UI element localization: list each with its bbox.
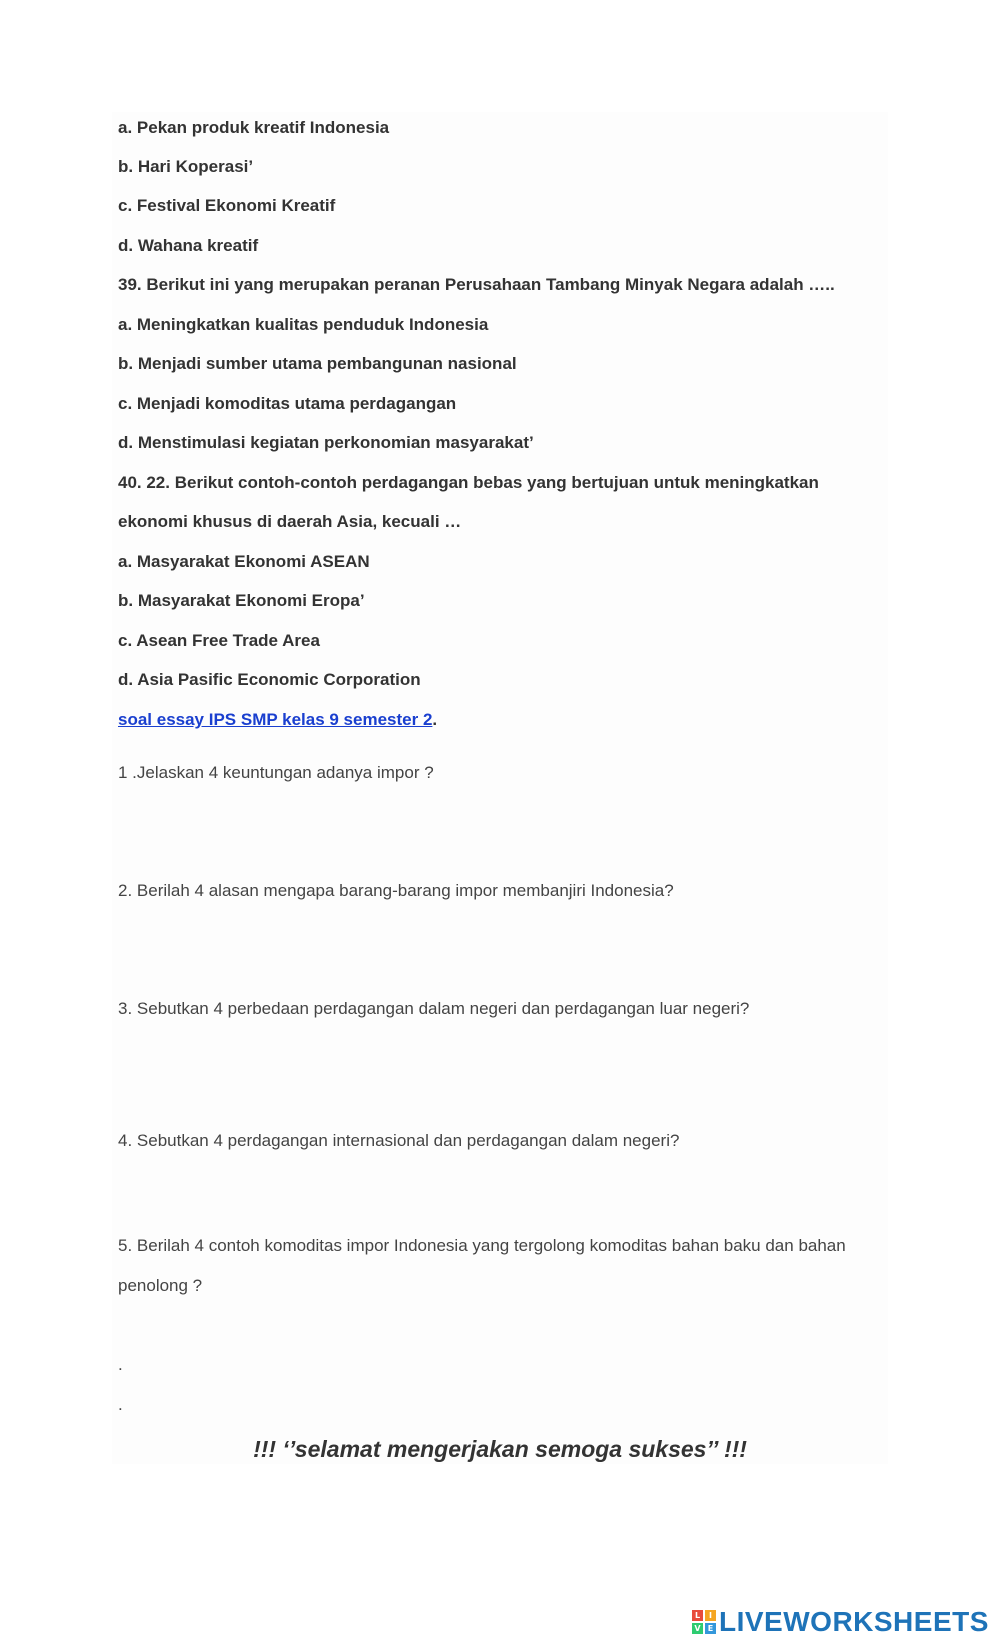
logo-tile-l: L — [692, 1610, 703, 1621]
question-40-line1: 40. 22. Berikut contoh-contoh perdagangan bebas yang bertujuan untuk meningkatkan — [118, 473, 819, 492]
option-c-q39: c. Menjadi komoditas utama perdagangan — [118, 394, 457, 413]
essay-question-4: 4. Sebutkan 4 perdagangan internasional dan perdagangan dalam negeri? — [118, 1131, 680, 1150]
option-a-q39: a. Meningkatkan kualitas penduduk Indonesia — [118, 315, 489, 334]
question-40-line2: ekonomi khusus di daerah Asia, kecuali … — [118, 512, 462, 531]
closing-message: !!! ‘’selamat mengerjakan semoga sukses’’ !!! — [253, 1436, 747, 1462]
essay-heading — [118, 710, 437, 730]
question-39: 39. Berikut ini yang merupakan peranan Perusahaan Tambang Minyak Negara adalah ….. — [118, 275, 835, 294]
option-c-q38: c. Festival Ekonomi Kreatif — [118, 196, 336, 215]
dot-line-2: . — [118, 1395, 123, 1414]
option-b-q40: b. Masyarakat Ekonomi Eropa’ — [118, 591, 365, 610]
logo-tile-v: V — [692, 1623, 703, 1634]
brand-name: LIVEWORKSHEETS — [719, 1606, 989, 1637]
essay-question-2: 2. Berilah 4 alasan mengapa barang-barang impor membanjiri Indonesia? — [118, 881, 674, 900]
logo-tile-i: I — [705, 1610, 716, 1621]
essay-question-5-line2: penolong ? — [118, 1276, 203, 1295]
logo-tile-e: E — [705, 1623, 716, 1634]
essay-heading-suffix: . — [432, 710, 438, 729]
option-d-q38: d. Wahana kreatif — [118, 236, 259, 255]
option-b-q39: b. Menjadi sumber utama pembangunan nasional — [118, 354, 517, 373]
liveworksheets-brand — [692, 1606, 989, 1638]
option-a-q38: a. Pekan produk kreatif Indonesia — [118, 118, 390, 137]
dot-line-1: . — [118, 1355, 123, 1374]
option-c-q40: c. Asean Free Trade Area — [118, 631, 320, 650]
liveworksheets-logo-icon — [692, 1610, 716, 1634]
essay-question-3: 3. Sebutkan 4 perbedaan perdagangan dalam negeri dan perdagangan luar negeri? — [118, 999, 750, 1018]
option-a-q40: a. Masyarakat Ekonomi ASEAN — [118, 552, 370, 571]
essay-heading-link[interactable]: soal essay IPS SMP kelas 9 semester 2 — [118, 710, 433, 729]
essay-question-5-line1: 5. Berilah 4 contoh komoditas impor Indonesia yang tergolong komoditas bahan baku dan bahan — [118, 1236, 846, 1255]
option-b-q38: b. Hari Koperasi’ — [118, 157, 254, 176]
option-d-q40: d. Asia Pasific Economic Corporation — [118, 670, 421, 689]
option-d-q39: d. Menstimulasi kegiatan perkonomian masyarakat’ — [118, 433, 534, 452]
essay-question-1: 1 .Jelaskan 4 keuntungan adanya impor ? — [118, 763, 434, 782]
